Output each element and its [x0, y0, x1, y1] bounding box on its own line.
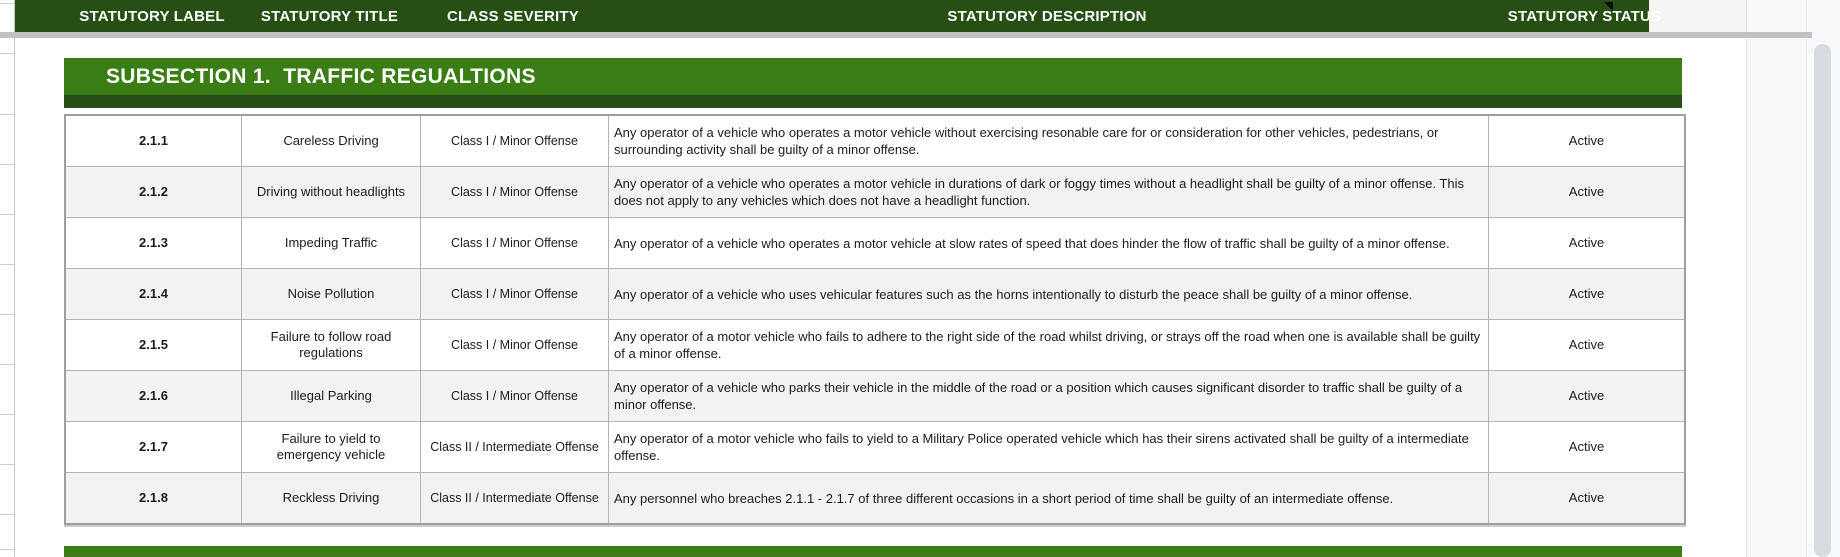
statutory-status-cell[interactable]: Active — [1568, 286, 1605, 301]
subsection-dark-strip — [64, 95, 1682, 108]
table-row — [66, 167, 1684, 218]
statutory-label-cell[interactable]: 2.1.5 — [66, 320, 242, 370]
class-severity-cell[interactable]: Class I / Minor Offense — [421, 116, 609, 166]
class-severity-cell[interactable]: Class II / Intermediate Offense — [421, 422, 609, 472]
table-row — [66, 320, 1684, 371]
class-severity-cell[interactable]: Class II / Intermediate Offense — [421, 473, 609, 523]
statutory-title-cell[interactable]: Failure to follow road regulations — [242, 320, 421, 370]
statutory-title-cell[interactable]: Reckless Driving — [242, 473, 421, 523]
statute-rows — [66, 116, 1684, 523]
class-severity-cell[interactable]: Class I / Minor Offense — [421, 320, 609, 370]
sheet-gridline — [0, 3, 14, 4]
statutory-description-cell[interactable]: Any operator of a vehicle who operates a motor vehicle without exercising resonable care for or consideration for other vehicles, pedestrians, or surrounding activity shall be guilty of a minor offense. — [609, 116, 1489, 166]
statutory-label-cell[interactable]: 2.1.8 — [66, 473, 242, 523]
statutory-description-cell[interactable]: Any personnel who breaches 2.1.1 - 2.1.7 of three different occasions in a short period of time shall be guilty of an intermediate offense. — [609, 473, 1489, 523]
statutory-description-cell[interactable]: Any operator of a motor vehicle who fails to yield to a Military Police operated vehicle which has their sirens activated shall be guilty of a intermediate offense. — [609, 422, 1489, 472]
sheet-gridline — [0, 164, 14, 165]
statutory-status-cell[interactable]: Active — [1568, 235, 1605, 250]
sheet-gridline — [0, 414, 14, 415]
sheet-gridline — [0, 114, 14, 115]
column-header-statutory-status[interactable]: STATUTORY STATUS — [1507, 8, 1662, 25]
statutory-description-cell[interactable]: Any operator of a vehicle who uses vehicular features such as the horns intentionally to disturb the peace shall be guilty of a minor offense. — [609, 269, 1489, 319]
class-severity-cell[interactable]: Class I / Minor Offense — [421, 269, 609, 319]
statutory-status-cell[interactable]: Active — [1568, 439, 1605, 454]
column-header-statutory-label[interactable]: STATUTORY LABEL — [79, 8, 225, 25]
subsection-band[interactable] — [64, 58, 1682, 95]
statutory-status-cell[interactable]: Active — [1568, 490, 1605, 505]
sheet-gridline — [0, 364, 14, 365]
column-header-statutory-title[interactable]: STATUTORY TITLE — [260, 8, 399, 25]
sheet-gridline — [0, 549, 14, 550]
vertical-scrollbar-thumb[interactable] — [1814, 44, 1831, 557]
statutory-status-cell[interactable]: Active — [1568, 337, 1605, 352]
table-row — [66, 218, 1684, 269]
sequence-break-marker-icon — [1604, 2, 1613, 11]
statutory-label-cell[interactable]: 2.1.6 — [66, 371, 242, 421]
statutory-status-cell[interactable]: Active — [1568, 184, 1605, 199]
statutory-label-cell[interactable]: 2.1.4 — [66, 269, 242, 319]
table-row — [66, 371, 1684, 422]
sheet-gridline — [0, 514, 14, 515]
class-severity-cell[interactable]: Class I / Minor Offense — [421, 167, 609, 217]
frozen-row-divider — [0, 32, 1812, 38]
statutory-title-cell[interactable]: Careless Driving — [242, 116, 421, 166]
statutory-title-cell[interactable]: Noise Pollution — [242, 269, 421, 319]
subsection-title: SUBSECTION 1. TRAFFIC REGUALTIONS — [106, 64, 536, 88]
statutory-title-cell[interactable]: Failure to yield to emergency vehicle — [242, 422, 421, 472]
statutory-title-cell[interactable]: Illegal Parking — [242, 371, 421, 421]
column-header-statutory-description[interactable]: STATUTORY DESCRIPTION — [947, 8, 1147, 25]
statutory-description-cell[interactable]: Any operator of a vehicle who parks their vehicle in the middle of the road or a position which causes significant disorder to traffic shall be guilty of a minor offense. — [609, 371, 1489, 421]
sheet-column-border — [14, 0, 15, 557]
statute-table — [64, 114, 1686, 525]
next-subsection-band — [64, 546, 1682, 557]
sheet-gridline — [0, 264, 14, 265]
statutory-label-cell[interactable]: 2.1.7 — [66, 422, 242, 472]
statutory-description-cell[interactable]: Any operator of a vehicle who operates a motor vehicle at slow rates of speed that does hinder the flow of traffic shall be guilty of a minor offense. — [609, 218, 1489, 268]
statutory-label-cell[interactable]: 2.1.1 — [66, 116, 242, 166]
table-row — [66, 116, 1684, 167]
sheet-gridline — [0, 214, 14, 215]
table-row — [66, 269, 1684, 320]
statutory-title-cell[interactable]: Driving without headlights — [242, 167, 421, 217]
statutory-description-cell[interactable]: Any operator of a vehicle who operates a motor vehicle in durations of dark or foggy times without a headlight shall be guilty of a minor offense. This does not apply to any vehicles which does not have a headlight function. — [609, 167, 1489, 217]
table-row — [66, 473, 1684, 523]
sheet-gridline — [0, 314, 14, 315]
statutory-label-cell[interactable]: 2.1.2 — [66, 167, 242, 217]
statutory-description-cell[interactable]: Any operator of a motor vehicle who fails to adhere to the right side of the road whilst driving, or strays off the road when one is available shall be guilty of a minor offense. — [609, 320, 1489, 370]
class-severity-cell[interactable]: Class I / Minor Offense — [421, 371, 609, 421]
class-severity-cell[interactable]: Class I / Minor Offense — [421, 218, 609, 268]
statutory-label-cell[interactable]: 2.1.3 — [66, 218, 242, 268]
column-header-class-severity[interactable]: CLASS SEVERITY — [447, 8, 579, 25]
statutory-status-cell[interactable]: Active — [1568, 133, 1605, 148]
statutory-title-cell[interactable]: Impeding Traffic — [242, 218, 421, 268]
table-row — [66, 422, 1684, 473]
sheet-gridline — [0, 464, 14, 465]
sheet-gridline — [0, 53, 14, 54]
statutory-status-cell[interactable]: Active — [1568, 388, 1605, 403]
